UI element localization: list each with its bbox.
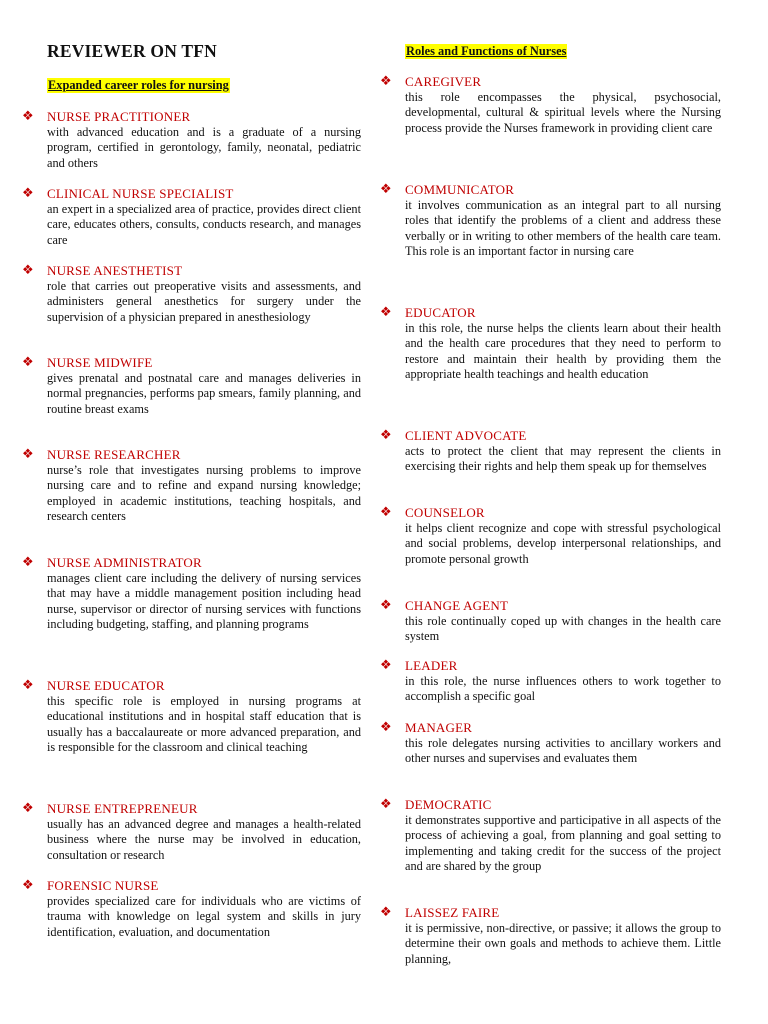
role-entry-header: [380, 73, 721, 90]
role-entry-header: [22, 554, 361, 571]
role-description: this role encompasses the physical, psychosocial, developmental, cultural & spiritual levels where the Nursing process provide the Nurses framework in providing client care: [405, 90, 721, 135]
role-entry: [380, 904, 721, 967]
role-entry: [22, 677, 361, 756]
right-section-heading: Roles and Functions of Nurses: [406, 44, 567, 58]
diamond-bullet-icon: ❖: [380, 505, 392, 520]
role-entry: [380, 304, 721, 383]
role-title: NURSE EDUCATOR: [47, 678, 165, 693]
role-entry-header: [380, 181, 721, 198]
role-entry-header: [380, 427, 721, 444]
role-entry-header: [22, 446, 361, 463]
role-entry: [380, 597, 721, 645]
role-entry-header: [380, 719, 721, 736]
role-entry: [22, 800, 361, 863]
left-section-heading: Expanded career roles for nursing: [48, 78, 229, 92]
role-title: DEMOCRATIC: [405, 797, 492, 812]
diamond-bullet-icon: ❖: [380, 797, 392, 812]
role-title: CLINICAL NURSE SPECIALIST: [47, 186, 234, 201]
role-description: it involves communication as an integral part to all nursing roles that identify the problems of a client and address these verbally or in writing to other members of the health care team. This role is an important factor in nursing care: [405, 198, 721, 259]
diamond-bullet-icon: ❖: [380, 720, 392, 735]
role-description: acts to protect the client that may represent the clients in exercising their rights and help them speak up for themselves: [405, 444, 721, 474]
role-description: this specific role is employed in nursing programs at educational institutions and in hospital staff education that is usually has a baccalaureate or more advanced preparation, and is responsible for the classroom and clinical teaching: [47, 694, 361, 755]
role-title: NURSE RESEARCHER: [47, 447, 181, 462]
role-title: COMMUNICATOR: [405, 182, 515, 197]
role-entry: [380, 73, 721, 136]
role-entry-header: [380, 597, 721, 614]
role-entry: [22, 554, 361, 633]
role-description: role that carries out preoperative visits and assessments, and administers general anesthetics for surgery under the supervision of a physician prepared in anesthesiology: [47, 279, 361, 324]
role-entry: [22, 877, 361, 940]
role-description: it is permissive, non-directive, or passive; it allows the group to determine their own goals and methods to achieve them. Little planning,: [405, 921, 721, 966]
role-entry-header: [380, 504, 721, 521]
role-title: MANAGER: [405, 720, 473, 735]
role-entry: [22, 354, 361, 417]
role-entry: [380, 657, 721, 705]
role-title: NURSE ADMINISTRATOR: [47, 555, 202, 570]
role-entry-header: [22, 677, 361, 694]
role-description: an expert in a specialized area of practice, provides direct client care, educates others, consults, conducts research, and manages care: [47, 202, 361, 247]
diamond-bullet-icon: ❖: [22, 801, 34, 816]
diamond-bullet-icon: ❖: [380, 305, 392, 320]
role-entry-header: [380, 657, 721, 674]
diamond-bullet-icon: ❖: [22, 447, 34, 462]
role-description: manages client care including the delivery of nursing services that may have a middle management position including head nurse, supervisor or director of nursing services with functions including budgeting, staffing, and planning programs: [47, 571, 361, 632]
role-description: provides specialized care for individuals who are victims of trauma with knowledge on legal system and skills in jury identification, evaluation, and documentation: [47, 894, 361, 939]
role-entry-header: [22, 354, 361, 371]
role-entry-header: [380, 904, 721, 921]
role-title: NURSE MIDWIFE: [47, 355, 153, 370]
role-entry-header: [22, 108, 361, 125]
role-description: nurse’s role that investigates nursing problems to improve nursing care and to refine and expand nursing knowledge; employed in academic institutions, teaching hospitals, and research centers: [47, 463, 361, 524]
diamond-bullet-icon: ❖: [22, 263, 34, 278]
role-description: it demonstrates supportive and participative in all aspects of the process of achieving a goal, from planning and goal setting to implementing and taking credit for the success of the project and are shared by the group: [405, 813, 721, 874]
diamond-bullet-icon: ❖: [22, 878, 34, 893]
role-description: in this role, the nurse influences others to work together to accomplish a specific goal: [405, 674, 721, 704]
role-description: this role delegates nursing activities to ancillary workers and other nurses and supervises and evaluates them: [405, 736, 721, 766]
role-entry: [380, 504, 721, 567]
role-entry-header: [22, 185, 361, 202]
role-title: NURSE ANESTHETIST: [47, 263, 183, 278]
diamond-bullet-icon: ❖: [380, 658, 392, 673]
role-description: this role continually coped up with changes in the health care system: [405, 614, 721, 644]
diamond-bullet-icon: ❖: [380, 182, 392, 197]
role-entry-header: [22, 800, 361, 817]
role-description: in this role, the nurse helps the clients learn about their health and the health care procedures that they need to perform to restore and maintain their health by providing them the appropriate health teachings and health education: [405, 321, 721, 382]
diamond-bullet-icon: ❖: [22, 186, 34, 201]
role-title: CAREGIVER: [405, 74, 482, 89]
role-title: LAISSEZ FAIRE: [405, 905, 500, 920]
role-entry-header: [22, 877, 361, 894]
diamond-bullet-icon: ❖: [22, 678, 34, 693]
role-entry: [380, 427, 721, 475]
role-title: COUNSELOR: [405, 505, 485, 520]
role-title: NURSE PRACTITIONER: [47, 109, 191, 124]
diamond-bullet-icon: ❖: [22, 355, 34, 370]
role-entry: [380, 181, 721, 260]
role-description: gives prenatal and postnatal care and manages deliveries in normal pregnancies, performs pap smears, family planning, and routine breast exams: [47, 371, 361, 416]
role-title: CLIENT ADVOCATE: [405, 428, 527, 443]
role-title: CHANGE AGENT: [405, 598, 509, 613]
role-entry-header: [380, 796, 721, 813]
role-entry: [22, 446, 361, 525]
role-description: it helps client recognize and cope with stressful psychological and social problems, develop interpersonal relationships, and promote personal growth: [405, 521, 721, 566]
role-entry: [380, 796, 721, 875]
role-entry: [22, 185, 361, 248]
role-entry-header: [22, 262, 361, 279]
role-entry: [380, 719, 721, 767]
diamond-bullet-icon: ❖: [22, 555, 34, 570]
role-entry: [22, 108, 361, 171]
role-description: usually has an advanced degree and manages a health-related business where the nurse may be involved in education, consultation or research: [47, 817, 361, 862]
role-title: EDUCATOR: [405, 305, 476, 320]
diamond-bullet-icon: ❖: [380, 905, 392, 920]
role-entry: [22, 262, 361, 325]
diamond-bullet-icon: ❖: [380, 598, 392, 613]
role-entry-header: [380, 304, 721, 321]
role-title: LEADER: [405, 658, 458, 673]
role-title: NURSE ENTREPRENEUR: [47, 801, 198, 816]
role-description: with advanced education and is a graduate of a nursing program, certified in gerontology, family, neonatal, pediatric and others: [47, 125, 361, 170]
diamond-bullet-icon: ❖: [380, 428, 392, 443]
diamond-bullet-icon: ❖: [380, 74, 392, 89]
diamond-bullet-icon: ❖: [22, 109, 34, 124]
document-title: REVIEWER ON TFN: [47, 41, 217, 61]
role-title: FORENSIC NURSE: [47, 878, 159, 893]
